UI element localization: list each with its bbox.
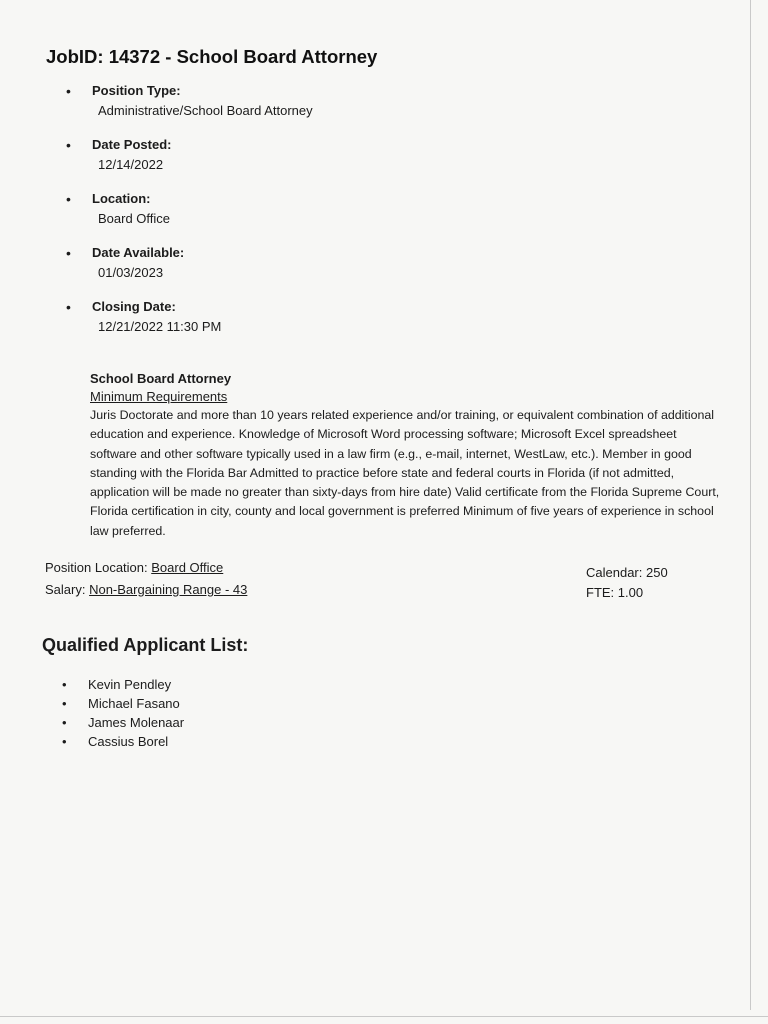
field-label: Date Posted: <box>92 137 172 152</box>
bullet-icon: • <box>62 696 67 711</box>
requirements-heading: Minimum Requirements <box>90 389 228 404</box>
position-location-label: Position Location: <box>45 560 152 575</box>
job-fields-list <box>0 83 700 353</box>
field-label: Closing Date: <box>92 299 176 314</box>
field-value: 12/14/2022 <box>98 157 164 172</box>
field-date-posted <box>0 137 700 191</box>
field-label: Location: <box>92 191 151 206</box>
field-label: Position Type: <box>92 83 181 98</box>
page-edge-right <box>750 0 751 1010</box>
bullet-icon: • <box>62 715 67 730</box>
position-location-value: Board Office <box>151 560 224 575</box>
applicant-name: Cassius Borel <box>88 734 169 749</box>
bullet-icon: • <box>66 83 71 99</box>
field-label: Date Available: <box>92 245 185 260</box>
list-item <box>0 677 400 696</box>
fte-value: FTE: 1.00 <box>586 585 644 600</box>
field-position-type <box>0 83 700 137</box>
salary <box>45 582 247 597</box>
bullet-icon: • <box>66 191 71 207</box>
calendar-days: Calendar: 250 <box>586 565 668 580</box>
applicant-name: Kevin Pendley <box>88 677 172 692</box>
list-item <box>0 715 400 734</box>
bullet-icon: • <box>62 734 67 749</box>
job-title: JobID: 14372 - School Board Attorney <box>46 46 378 67</box>
field-value: 12/21/2022 11:30 PM <box>98 319 222 334</box>
bullet-icon: • <box>66 299 71 315</box>
field-date-available <box>0 245 700 299</box>
field-location <box>0 191 700 245</box>
list-item <box>0 734 400 753</box>
position-location <box>45 560 223 575</box>
bullet-icon: • <box>66 137 71 153</box>
field-value: 01/03/2023 <box>98 265 164 280</box>
job-description-section <box>90 370 730 541</box>
field-value: Board Office <box>98 211 171 226</box>
field-closing-date <box>0 299 700 353</box>
list-item <box>0 696 400 715</box>
salary-label: Salary: <box>45 582 90 597</box>
description-title: School Board Attorney <box>90 371 232 386</box>
requirements-text: Juris Doctorate and more than 10 years related experience and/or training, or equivalent combination of additional education and experience. Knowledge of Microsoft Word processing software; Microsoft Excel spreadsheet software and other software typically used in a law firm (e.g., e-mail, internet, WestLaw, etc.). Member in good standing with the Florida Bar Admitted to practice before state and federal courts in Florida (if not admitted, application will be made no greater than sixty-days from hire date) Valid certificate from the Florida Supreme Court, Florida certification in city, county and local government is preferred Minimum of five years of experience in school law preferred. <box>90 408 720 538</box>
bullet-icon: • <box>66 245 71 261</box>
bullet-icon: • <box>62 677 67 692</box>
page-edge-bottom <box>0 1016 768 1017</box>
qualified-applicant-heading: Qualified Applicant List: <box>42 635 249 655</box>
field-value: Administrative/School Board Attorney <box>98 103 313 118</box>
salary-value: Non-Bargaining Range - 43 <box>89 582 248 597</box>
applicant-name: James Molenaar <box>88 715 185 730</box>
applicant-list <box>0 677 400 753</box>
applicant-name: Michael Fasano <box>88 696 180 711</box>
